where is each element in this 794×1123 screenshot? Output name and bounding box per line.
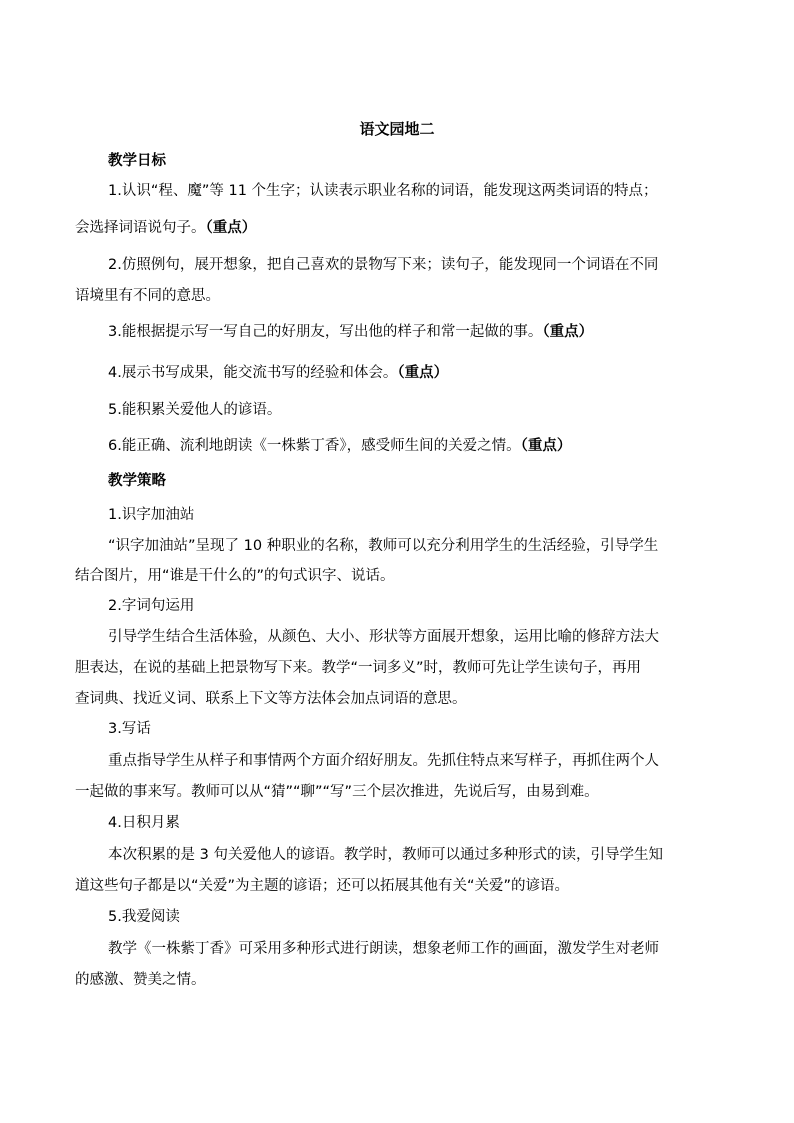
- strategy-2-line-2: 胆表达，在说的基础上把景物写下来。教学“一词多义”时，教师可先让学生读句子，再用: [75, 660, 642, 676]
- strategy-1-line-2: 结合图片，用“谁是干什么的”的句式识字、说话。: [75, 568, 395, 584]
- goal-4: [108, 363, 448, 383]
- strategy-1-title: 1.识字加油站: [108, 507, 195, 523]
- goals-heading: 教学日标: [108, 153, 166, 169]
- goal-2-line-1: 2.仿照例句，展开想象，把自己喜欢的景物写下来；读句子，能发现同一个词语在不同: [108, 257, 659, 273]
- strategy-4-title: 4.日积月累: [108, 815, 180, 831]
- strategy-3-title: 3.写话: [108, 721, 151, 737]
- goal-1-text: 会选择词语说句子。: [75, 220, 206, 236]
- strategy-5-title: 5.我爱阅读: [108, 909, 180, 925]
- strategy-3-line-1: 重点指导学生从样子和事情两个方面介绍好朋友。先抓住特点来写样子，再抓住两个人: [108, 753, 659, 769]
- strategy-3-line-2: 一起做的事来写。教师可以从“猜”“聊”“写”三个层次推进，先说后写，由易到难。: [75, 784, 599, 800]
- strategy-4-line-1: 本次积累的是 3 句关爱他人的谚语。教学时，教师可以通过多种形式的读，引导学生知: [108, 847, 663, 863]
- strategy-heading: 教学策略: [108, 473, 166, 489]
- strategy-1-line-1: “识字加油站”呈现了 10 种职业的名称，教师可以充分利用学生的生活经验，引导学生: [108, 538, 659, 554]
- strategy-2-line-1: 引导学生结合生活体验，从颜色、大小、形状等方面展开想象，运用比喻的修辞方法大: [108, 629, 659, 645]
- goal-2-line-2: 语境里有不同的意思。: [75, 288, 220, 304]
- strategy-4-line-2: 道这些句子都是以“关爱”为主题的谚语；还可以拓展其他有关“关爱”的谚语。: [75, 878, 570, 894]
- goal-3-text: 3.能根据提示写一写自己的好朋友，写出他的样子和常一起做的事。: [108, 324, 543, 340]
- goal-5: 5.能积累关爱他人的谚语。: [108, 402, 282, 418]
- goal-1-line-2: [75, 218, 256, 238]
- strategy-5-line-2: 的感激、赞美之情。: [75, 972, 206, 988]
- goal-1-line-1: 1.认识“程、魔”等 11 个生字；认读表示职业名称的词语，能发现这两类词语的特点；: [108, 183, 658, 199]
- key-point-label: （重点）: [205, 220, 257, 236]
- strategy-2-line-3: 查词典、找近义词、联系上下文等方法体会加点词语的意思。: [75, 691, 467, 707]
- page-title: 语文园地二: [359, 120, 435, 138]
- key-point-label: （重点）: [397, 365, 449, 381]
- strategy-2-title: 2.字词句运用: [108, 598, 195, 614]
- key-point-label: （重点）: [542, 324, 594, 340]
- goal-3: [108, 322, 593, 342]
- goal-6: [108, 436, 571, 456]
- strategy-5-line-1: 教学《一株紫丁香》可采用多种形式进行朗读，想象老师工作的画面，激发学生对老师: [108, 941, 659, 957]
- key-point-label: （重点）: [520, 438, 572, 454]
- goal-6-text: 6.能正确、流利地朗读《一株紫丁香》，感受师生间的关爱之情。: [108, 438, 521, 454]
- goal-4-text: 4.展示书写成果，能交流书写的经验和体会。: [108, 365, 398, 381]
